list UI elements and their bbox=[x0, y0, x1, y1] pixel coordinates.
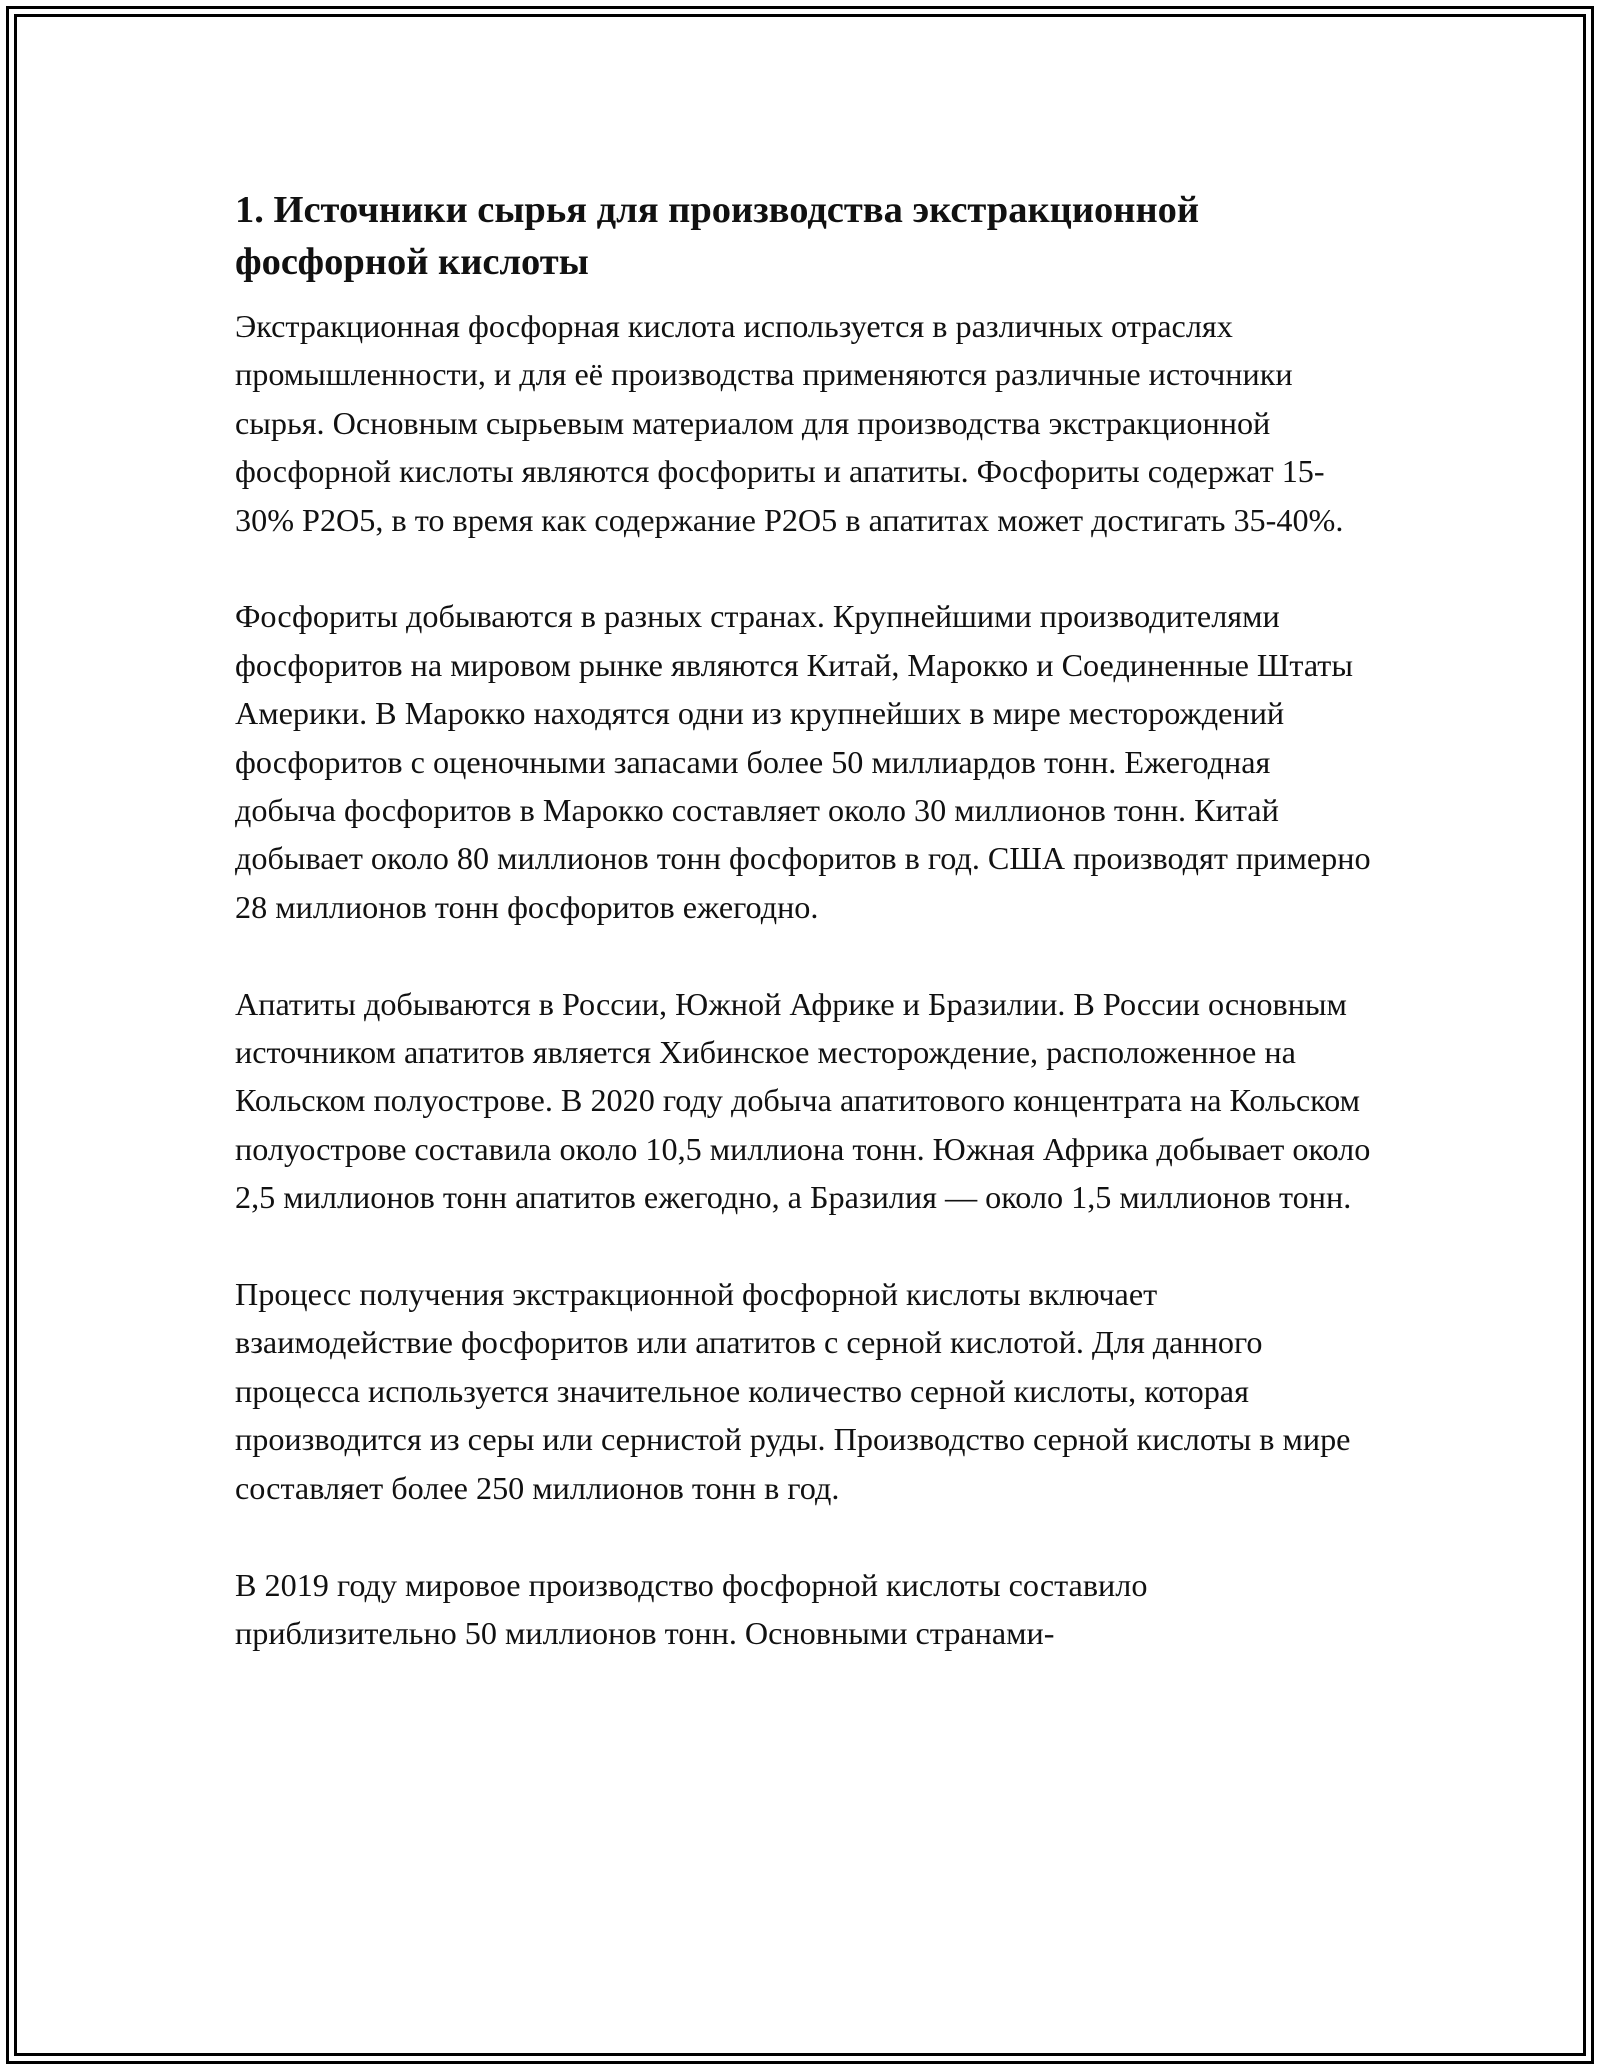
document-body bbox=[235, 184, 1375, 1706]
paragraph-world-production: В 2019 году мировое производство фосфорной кислоты составило приблизительно 50 миллионов тонн. Основными странами- bbox=[235, 1566, 1148, 1651]
paragraph-process: Процесс получения экстракционной фосфорной кислоты включает взаимодействие фосфоритов или апатитов с серной кислотой. Для данного процесса используется значительное количество серной кислоты, которая производится из серы или сернистой руды. Производство серной кислоты в мире составляет более 250 миллионов тонн в год. bbox=[235, 1276, 1351, 1506]
paragraph-phosphorites: Фосфориты добываются в разных странах. Крупнейшими производителями фосфоритов на мировом рынке являются Китай, Марокко и Соединенные Штаты Америки. В Марокко находятся одни из крупнейших в мире месторождений фосфоритов с оценочными запасами более 50 миллиардов тонн. Ежегодная добыча фосфоритов в Марокко составляет около 30 миллионов тонн. Китай добывает около 80 миллионов тонн фосфоритов в год. США производят примерно 28 миллионов тонн фосфоритов ежегодно. bbox=[235, 598, 1371, 925]
paragraph-raw-materials: Экстракционная фосфорная кислота используется в различных отраслях промышленности, и для её производства применяются различные источники сырья. Основным сырьевым материалом для производства экстракционной фосфорной кислоты являются фосфориты и апатиты. Фосфориты содержат 15-30% P2O5, в то время как содержание P2O5 в апатитах может достигать 35-40%. bbox=[235, 308, 1344, 538]
paragraph-apatites: Апатиты добываются в России, Южной Африке и Бразилии. В России основным источником апатитов является Хибинское месторождение, расположенное на Кольском полуострове. В 2020 году добыча апатитового концентрата на Кольском полуострове составила около 10,5 миллиона тонн. Южная Африка добывает около 2,5 миллионов тонн апатитов ежегодно, а Бразилия — около 1,5 миллионов тонн. bbox=[235, 985, 1371, 1216]
section-title: 1. Источники сырья для производства экстракционной фосфорной кислоты bbox=[235, 189, 1200, 283]
